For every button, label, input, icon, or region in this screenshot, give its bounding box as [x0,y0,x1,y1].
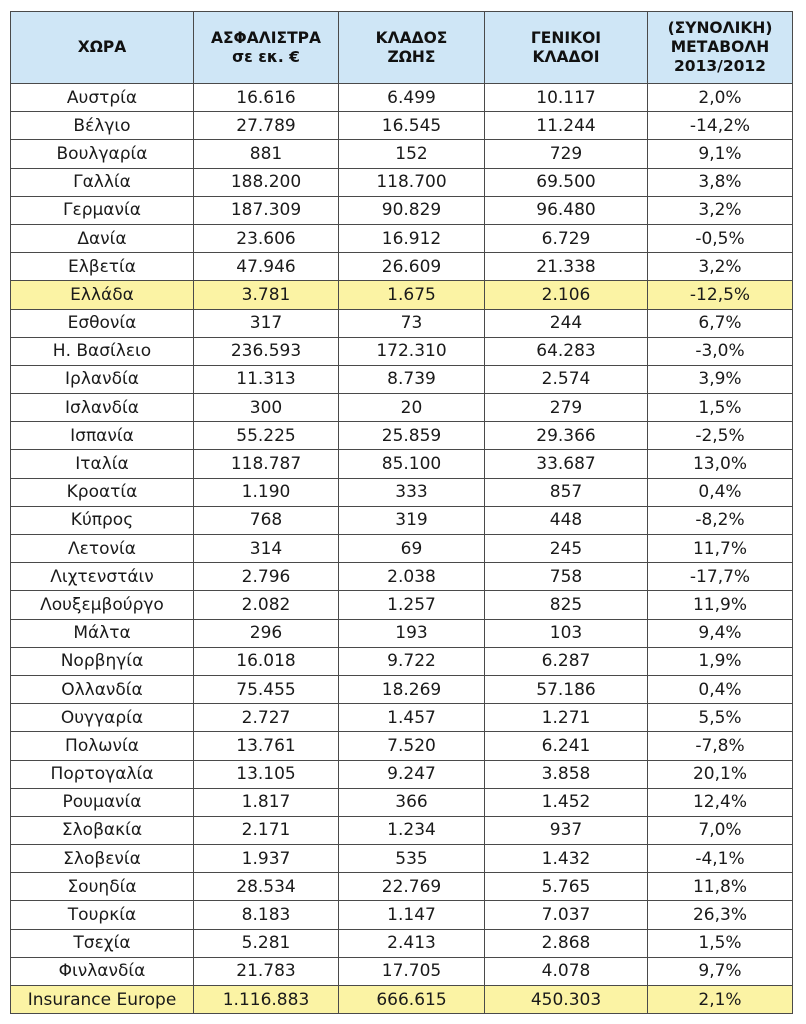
header-premiums-line1: ΑΣΦΑΛΙΣΤΡΑ [210,28,322,47]
cell-country: Βουλγαρία [11,140,194,168]
cell-general: 103 [485,619,648,647]
cell-life: 18.269 [339,675,485,703]
cell-premiums: 16.616 [194,84,339,112]
cell-life: 73 [339,309,485,337]
table-row [11,563,793,591]
table-row [11,957,793,985]
cell-general: 5.765 [485,873,648,901]
cell-country: Κροατία [11,478,194,506]
cell-life: 366 [339,788,485,816]
cell-change: 26,3% [648,901,793,929]
cell-premiums: 2.082 [194,591,339,619]
cell-general: 729 [485,140,648,168]
cell-premiums: 75.455 [194,675,339,703]
cell-country: Λετονία [11,535,194,563]
table-row [11,647,793,675]
cell-premiums: 5.281 [194,929,339,957]
cell-general: 96.480 [485,196,648,224]
cell-change: -14,2% [648,112,793,140]
table-row [11,816,793,844]
cell-country: Λιχτενστάιν [11,563,194,591]
cell-general: 2.868 [485,929,648,957]
header-life [339,12,485,84]
cell-country: Ισπανία [11,422,194,450]
cell-life: 1.147 [339,901,485,929]
cell-life: 118.700 [339,168,485,196]
cell-country: Μάλτα [11,619,194,647]
cell-premiums: 314 [194,535,339,563]
cell-country: Κύπρος [11,506,194,534]
cell-life: 1.457 [339,704,485,732]
cell-country: Η. Βασίλειο [11,337,194,365]
cell-country: Ολλανδία [11,675,194,703]
cell-general: 10.117 [485,84,648,112]
cell-life: 9.722 [339,647,485,675]
cell-change: 9,7% [648,957,793,985]
cell-general: 29.366 [485,422,648,450]
table-row [11,845,793,873]
cell-change: -2,5% [648,422,793,450]
cell-life: 1.257 [339,591,485,619]
cell-life: 319 [339,506,485,534]
cell-premiums: 47.946 [194,253,339,281]
cell-life: 90.829 [339,196,485,224]
cell-country: Ουγγαρία [11,704,194,732]
cell-life: 1.234 [339,816,485,844]
cell-premiums: 2.727 [194,704,339,732]
cell-general: 6.287 [485,647,648,675]
cell-premiums: 13.761 [194,732,339,760]
total-row [11,986,793,1014]
cell-premiums: 27.789 [194,112,339,140]
cell-premiums: 881 [194,140,339,168]
cell-country: Ελβετία [11,253,194,281]
cell-life: 25.859 [339,422,485,450]
header-general-line1: ΓΕΝΙΚΟΙ [530,28,602,47]
cell-general: 937 [485,816,648,844]
cell-life: 69 [339,535,485,563]
cell-general: 7.037 [485,901,648,929]
cell-change: 3,2% [648,196,793,224]
cell-general: 244 [485,309,648,337]
cell-life: 9.247 [339,760,485,788]
cell-country: Δανία [11,224,194,252]
table-row [11,253,793,281]
table-row [11,873,793,901]
cell-life: 172.310 [339,337,485,365]
cell-general: 33.687 [485,450,648,478]
table-row [11,675,793,703]
total-premiums: 1.116.883 [194,986,339,1014]
cell-change: 13,0% [648,450,793,478]
cell-country: Αυστρία [11,84,194,112]
cell-premiums: 1.937 [194,845,339,873]
cell-general: 1.271 [485,704,648,732]
cell-country: Σλοβακία [11,816,194,844]
cell-general: 64.283 [485,337,648,365]
cell-premiums: 187.309 [194,196,339,224]
cell-country: Πολωνία [11,732,194,760]
cell-general: 1.432 [485,845,648,873]
cell-premiums: 300 [194,394,339,422]
cell-change: -4,1% [648,845,793,873]
cell-country: Τσεχία [11,929,194,957]
cell-change: 9,1% [648,140,793,168]
cell-country: Γαλλία [11,168,194,196]
cell-general: 21.338 [485,253,648,281]
table-row [11,901,793,929]
cell-premiums: 28.534 [194,873,339,901]
cell-life: 26.609 [339,253,485,281]
cell-premiums: 768 [194,506,339,534]
cell-life: 535 [339,845,485,873]
cell-premiums: 23.606 [194,224,339,252]
cell-general: 825 [485,591,648,619]
cell-life: 20 [339,394,485,422]
cell-general: 6.241 [485,732,648,760]
cell-change: 11,7% [648,535,793,563]
total-general: 450.303 [485,986,648,1014]
cell-change: 7,0% [648,816,793,844]
cell-life: 16.545 [339,112,485,140]
cell-premiums: 8.183 [194,901,339,929]
cell-change: -12,5% [648,281,793,309]
cell-premiums: 317 [194,309,339,337]
table-row [11,224,793,252]
cell-general: 4.078 [485,957,648,985]
cell-life: 8.739 [339,365,485,393]
cell-general: 1.452 [485,788,648,816]
cell-change: -3,0% [648,337,793,365]
cell-general: 857 [485,478,648,506]
table-row [11,788,793,816]
cell-change: -7,8% [648,732,793,760]
table-row [11,929,793,957]
cell-life: 152 [339,140,485,168]
cell-general: 57.186 [485,675,648,703]
table-row [11,450,793,478]
cell-premiums: 16.018 [194,647,339,675]
header-life-line1: ΚΛΑΔΟΣ [375,28,448,47]
cell-general: 6.729 [485,224,648,252]
total-life: 666.615 [339,986,485,1014]
cell-general: 2.574 [485,365,648,393]
table-row [11,309,793,337]
table-row [11,168,793,196]
header-general-line2: ΚΛΑΔΟΙ [532,47,600,66]
cell-life: 333 [339,478,485,506]
table-row [11,112,793,140]
table-row [11,619,793,647]
header-change-line1: (ΣΥΝΟΛΙΚΗ) [667,19,773,37]
cell-change: 11,9% [648,591,793,619]
total-country: Insurance Europe [11,986,194,1014]
cell-change: 6,7% [648,309,793,337]
table-header [11,12,793,84]
table-row [11,760,793,788]
header-general [485,12,648,84]
cell-country: Βέλγιο [11,112,194,140]
cell-life: 16.912 [339,224,485,252]
cell-change: -0,5% [648,224,793,252]
cell-general: 758 [485,563,648,591]
table-row [11,365,793,393]
cell-life: 7.520 [339,732,485,760]
header-premiums [194,12,339,84]
cell-life: 1.675 [339,281,485,309]
table-row [11,478,793,506]
table-row [11,535,793,563]
cell-general: 69.500 [485,168,648,196]
cell-change: 11,8% [648,873,793,901]
cell-general: 2.106 [485,281,648,309]
cell-change: 0,4% [648,675,793,703]
cell-premiums: 1.817 [194,788,339,816]
cell-life: 2.413 [339,929,485,957]
cell-premiums: 236.593 [194,337,339,365]
cell-country: Ισλανδία [11,394,194,422]
table-footer [11,986,793,1014]
cell-change: -8,2% [648,506,793,534]
cell-change: 5,5% [648,704,793,732]
table-row [11,140,793,168]
cell-life: 193 [339,619,485,647]
cell-country: Γερμανία [11,196,194,224]
cell-general: 3.858 [485,760,648,788]
cell-change: 20,1% [648,760,793,788]
insurance-table-container [10,11,792,1013]
insurance-premiums-table [10,11,793,1014]
table-row [11,704,793,732]
header-change-line3: 2013/2012 [674,57,766,75]
cell-change: 0,4% [648,478,793,506]
table-row [11,506,793,534]
cell-premiums: 3.781 [194,281,339,309]
cell-general: 11.244 [485,112,648,140]
table-row [11,337,793,365]
cell-premiums: 296 [194,619,339,647]
cell-change: 1,5% [648,394,793,422]
cell-change: 2,0% [648,84,793,112]
cell-premiums: 118.787 [194,450,339,478]
cell-country: Λουξεμβούργο [11,591,194,619]
table-row [11,196,793,224]
table-row [11,422,793,450]
table-row [11,84,793,112]
cell-change: 12,4% [648,788,793,816]
cell-country: Σουηδία [11,873,194,901]
cell-premiums: 21.783 [194,957,339,985]
cell-premiums: 1.190 [194,478,339,506]
cell-country: Τουρκία [11,901,194,929]
header-change-line2: ΜΕΤΑΒΟΛΗ [670,38,770,56]
cell-premiums: 2.171 [194,816,339,844]
cell-country: Ελλάδα [11,281,194,309]
table-row [11,394,793,422]
cell-change: 3,9% [648,365,793,393]
table-row [11,281,793,309]
cell-change: 3,2% [648,253,793,281]
cell-general: 279 [485,394,648,422]
header-premiums-line2: σε εκ. € [232,47,300,66]
cell-premiums: 188.200 [194,168,339,196]
cell-change: 1,9% [648,647,793,675]
cell-country: Ιρλανδία [11,365,194,393]
cell-life: 85.100 [339,450,485,478]
header-country-label: ΧΩΡΑ [77,38,127,56]
cell-change: 3,8% [648,168,793,196]
cell-general: 448 [485,506,648,534]
cell-country: Νορβηγία [11,647,194,675]
cell-life: 17.705 [339,957,485,985]
cell-change: -17,7% [648,563,793,591]
cell-premiums: 11.313 [194,365,339,393]
cell-change: 1,5% [648,929,793,957]
cell-country: Φινλανδία [11,957,194,985]
cell-life: 22.769 [339,873,485,901]
table-row [11,732,793,760]
cell-country: Σλοβενία [11,845,194,873]
header-life-line2: ΖΩΗΣ [387,47,436,66]
header-row [11,12,793,84]
cell-country: Ρουμανία [11,788,194,816]
cell-country: Ιταλία [11,450,194,478]
cell-general: 245 [485,535,648,563]
header-change [648,12,793,84]
cell-country: Πορτογαλία [11,760,194,788]
table-body [11,84,793,986]
cell-change: 9,4% [648,619,793,647]
total-change: 2,1% [648,986,793,1014]
cell-premiums: 13.105 [194,760,339,788]
table-row [11,591,793,619]
cell-life: 2.038 [339,563,485,591]
header-country [11,12,194,84]
cell-country: Εσθονία [11,309,194,337]
cell-premiums: 2.796 [194,563,339,591]
cell-life: 6.499 [339,84,485,112]
cell-premiums: 55.225 [194,422,339,450]
